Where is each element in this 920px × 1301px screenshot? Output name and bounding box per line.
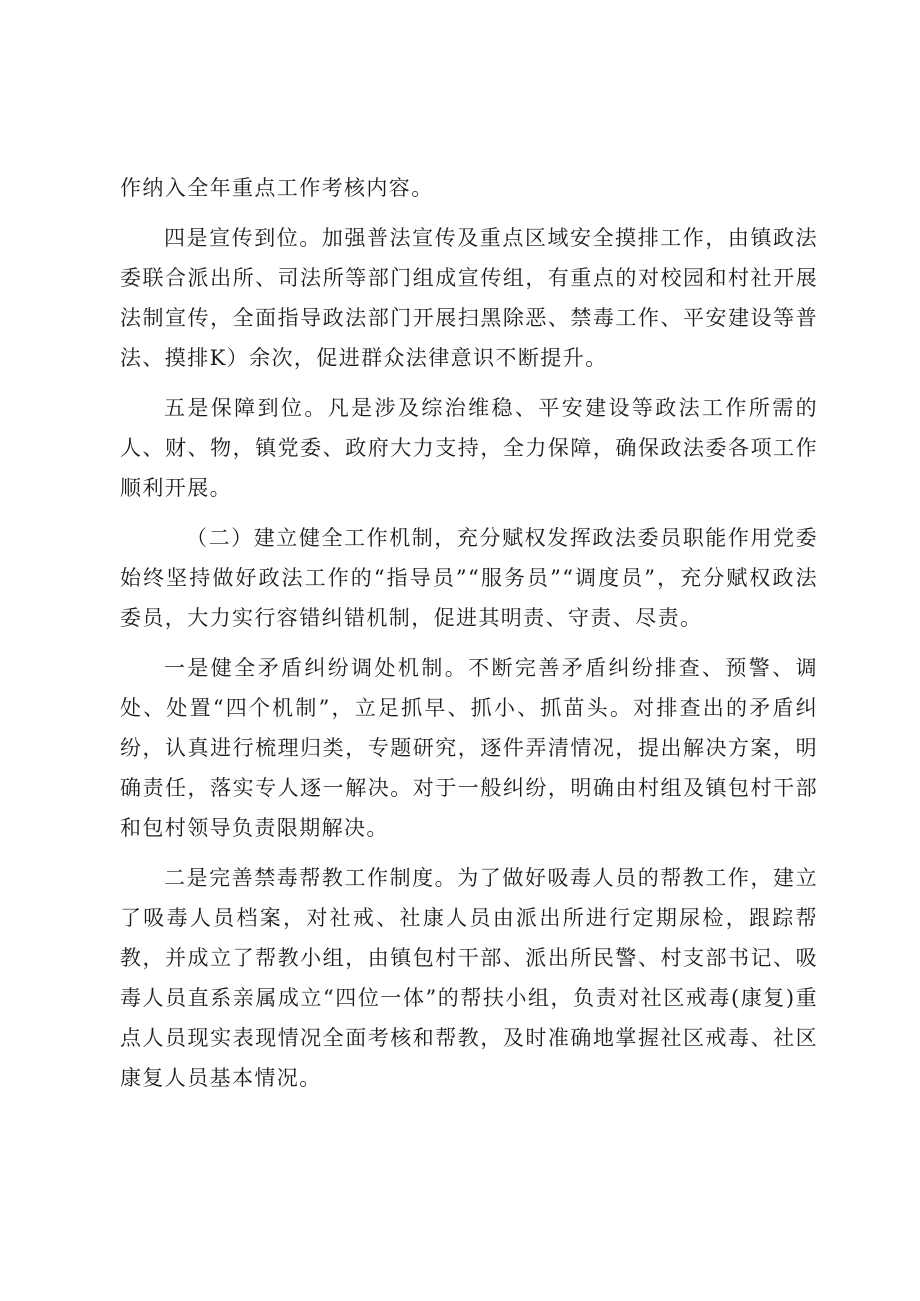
paragraph-drug-assistance: 二是完善禁毒帮教工作制度。为了做好吸毒人员的帮教工作，建立了吸毒人员档案，对社戒、社康人员由派出所进行定期尿检，跟踪帮教，并成立了帮教小组，由镇包村干部、派出所民警、村支部书记、吸毒人员直系亲属成立“四位一体”的帮扶小组，负责对社区戒毒(康复)重点人员现实表现情况全面考核和帮教，及时准确地掌握社区戒毒、社区康复人员基本情况。 xyxy=(120,866,818,1090)
document-body xyxy=(120,168,818,1098)
section-heading-mechanism: （二）建立健全工作机制，充分赋权发挥政法委员职能作用党委始终坚持做好政法工作的“指导员”“服务员”“调度员”，充分赋权政法委员，大力实行容错纠错机制，促进其明责、守责、尽责。 xyxy=(120,526,818,630)
paragraph-guarantee: 五是保障到位。凡是涉及综治维稳、平安建设等政法工作所需的人、财、物，镇党委、政府大力支持，全力保障，确保政法委各项工作顺利开展。 xyxy=(120,396,818,500)
paragraph-publicity: 四是宣传到位。加强普法宣传及重点区域安全摸排工作，由镇政法委联合派出所、司法所等部门组成宣传组，有重点的对校园和村社开展法制宣传，全面指导政法部门开展扫黑除恶、禁毒工作、平安建设等普法、摸排K）余次，促进群众法律意识不断提升。 xyxy=(120,226,818,370)
paragraph-continuation: 作纳入全年重点工作考核内容。 xyxy=(120,176,434,200)
paragraph-dispute-resolution: 一是健全矛盾纠纷调处机制。不断完善矛盾纠纷排查、预警、调处、处置“四个机制”，立足抓早、抓小、抓苗头。对排查出的矛盾纠纷，认真进行梳理归类，专题研究，逐件弄清情况，提出解决方案，明确责任，落实专人逐一解决。对于一般纠纷，明确由村组及镇包村干部和包村领导负责限期解决。 xyxy=(120,656,818,840)
